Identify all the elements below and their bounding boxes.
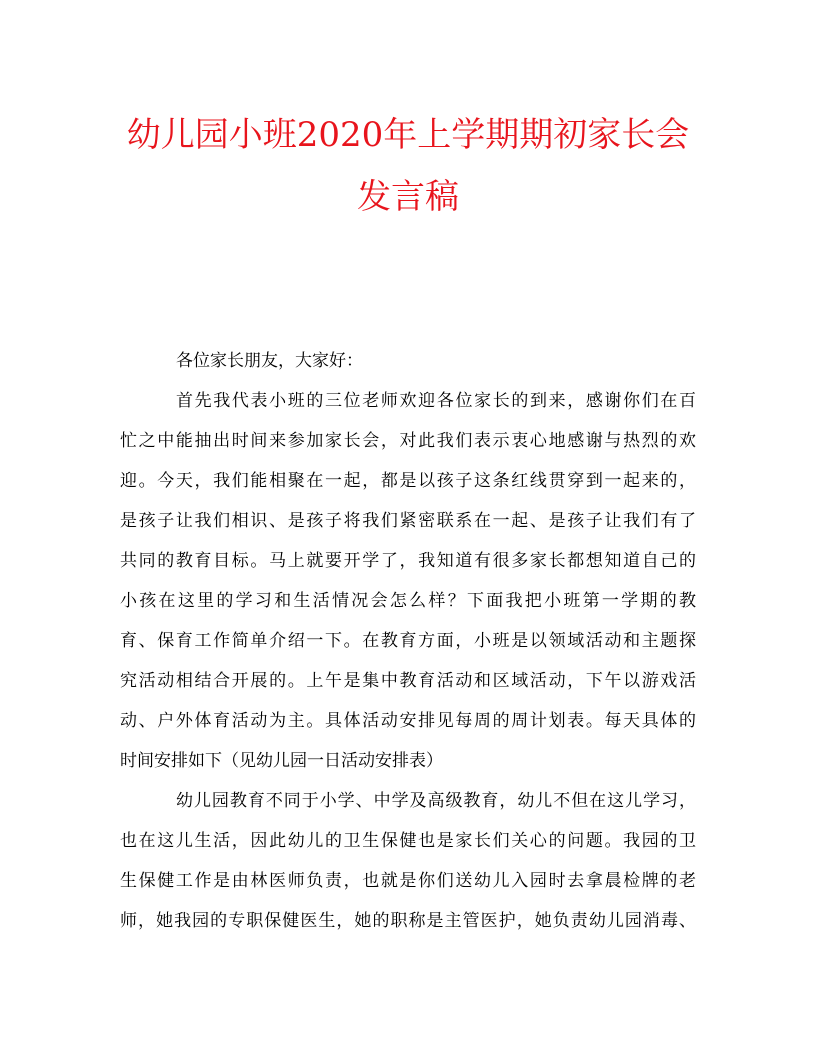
body-line: 首先我代表小班的三位老师欢迎各位家长的到来，感谢你们在百 <box>176 391 696 411</box>
body-line: 生保健工作是由林医师负责，也就是你们送幼儿入园时去拿晨检牌的老 <box>120 871 696 891</box>
title-line-2: 发言稿 <box>357 177 459 217</box>
body-line: 迎。今天，我们能相聚在一起，都是以孩子这条红线贯穿到一起来的， <box>120 471 696 491</box>
document-body <box>120 341 696 941</box>
body-line: 究活动相结合开展的。上午是集中教育活动和区域活动，下午以游戏活 <box>120 671 696 691</box>
body-line: 也在这儿生活，因此幼儿的卫生保健也是家长们关心的问题。我园的卫 <box>120 831 696 851</box>
body-line: 小孩在这里的学习和生活情况会怎么样？下面我把小班第一学期的教 <box>120 591 696 611</box>
body-line: 幼儿园教育不同于小学、中学及高级教育，幼儿不但在这儿学习， <box>176 791 696 811</box>
body-line: 育、保育工作简单介绍一下。在教育方面，小班是以领域活动和主题探 <box>120 631 696 651</box>
body-line: 各位家长朋友，大家好： <box>176 351 363 371</box>
body-line: 时间安排如下（见幼儿园一日活动安排表） <box>120 751 443 771</box>
body-line: 共同的教育目标。马上就要开学了，我知道有很多家长都想知道自己的 <box>120 551 696 571</box>
body-line: 动、户外体育活动为主。具体活动安排见每周的周计划表。每天具体的 <box>120 711 696 731</box>
body-line: 师，她我园的专职保健医生，她的职称是主管医护，她负责幼儿园消毒、 <box>120 911 696 931</box>
title-line-1: 幼儿园小班2020年上学期期初家长会 <box>126 115 690 155</box>
document-title <box>100 104 716 228</box>
body-line: 是孩子让我们相识、是孩子将我们紧密联系在一起、是孩子让我们有了 <box>120 511 696 531</box>
body-line: 忙之中能抽出时间来参加家长会，对此我们表示衷心地感谢与热烈的欢 <box>120 431 696 451</box>
